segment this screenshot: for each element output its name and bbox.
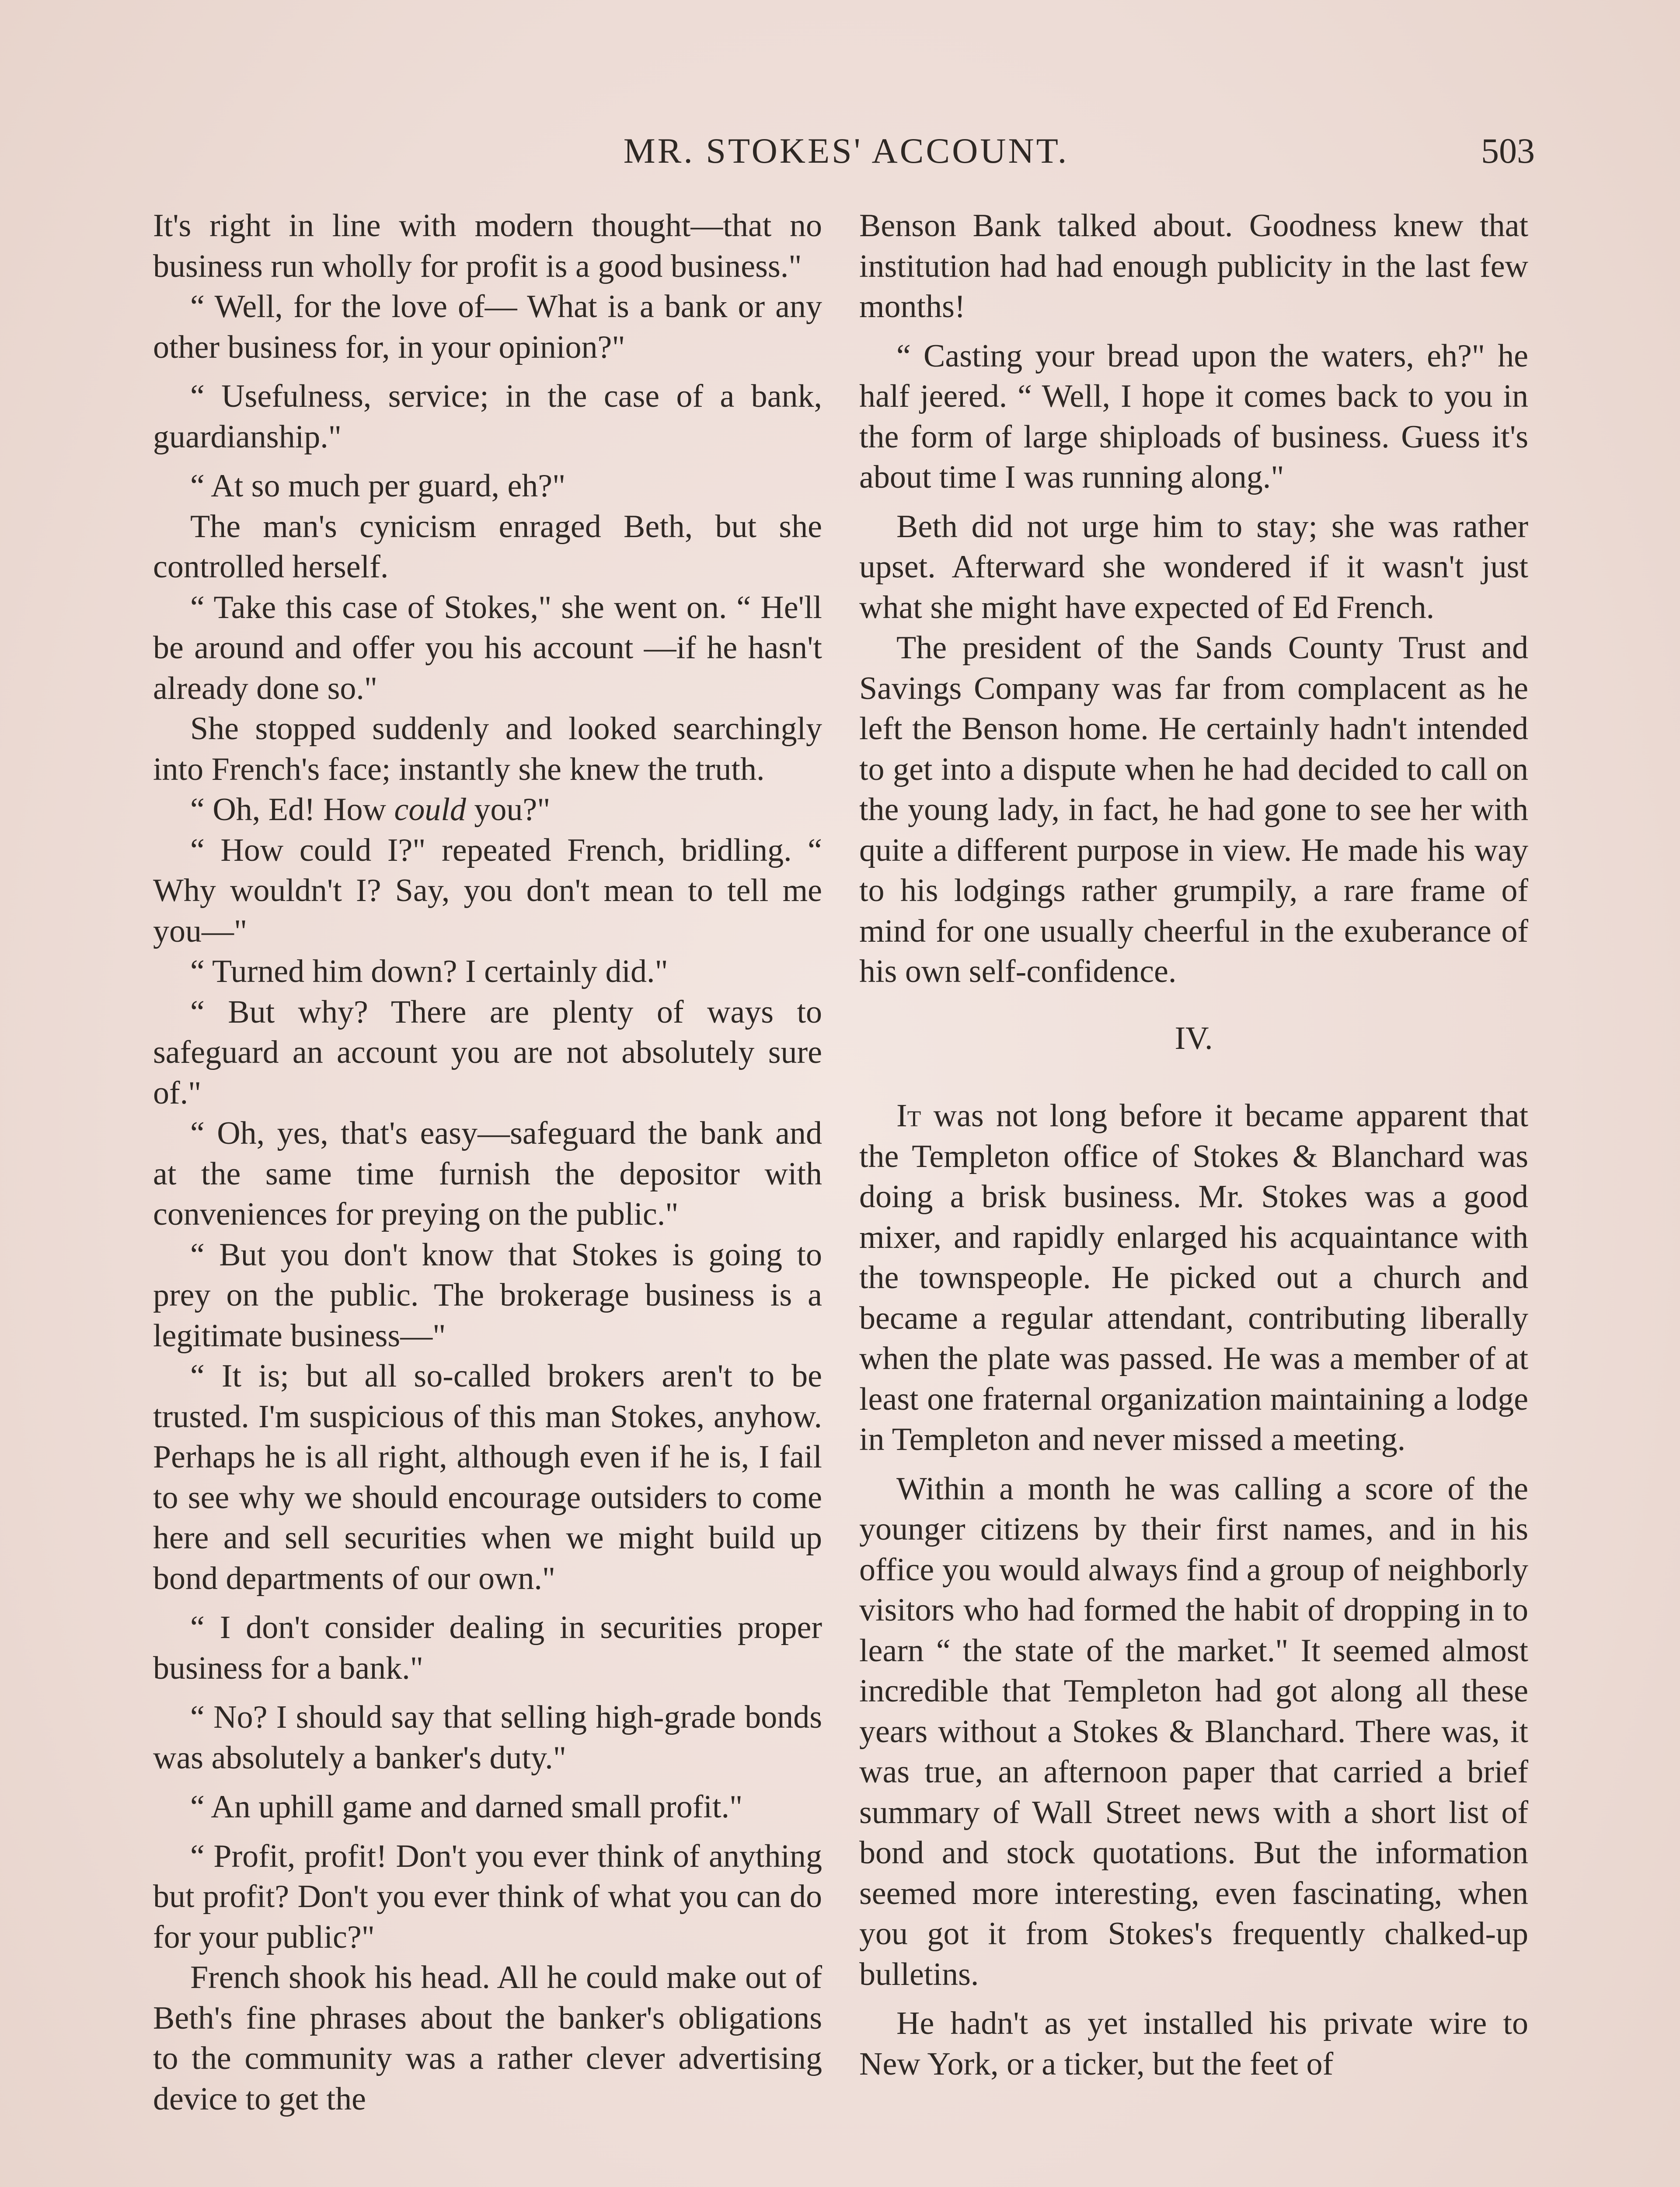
paragraph: “ Profit, profit! Don't you ever think of anything but profit? Don't you ever think of what you can do for your public?" — [153, 1838, 822, 1955]
right-column — [859, 206, 1528, 2084]
text-run: was not long before it became apparent that the Templeton office of Stokes & Blanchard was doing a brisk business. Mr. Stokes was a good mixer, and rapidly enlarged his acquaintance with the townspeople. He picked out a church and became a regular attendant, contributing liberally when the plate was passed. He was a member of at least one fraternal organization maintaining a lodge in Templeton and never missed a meeting. — [859, 1098, 1528, 1457]
paragraph: He hadn't as yet installed his private wire to New York, or a ticker, but the feet of — [859, 2005, 1528, 2082]
paragraph: The president of the Sands County Trust and Savings Company was far from complacent as he left the Benson home. He certainly hadn't intended to get into a dispute when he had decided to call on the young lady, in fact, he had gone to see her with quite a different purpose in view. He made his way to his lodgings rather grumpily, a rare frame of mind for one usually cheerful in the exuberance of his own self-confidence. — [859, 630, 1528, 989]
paragraph: French shook his head. All he could make out of Beth's fine phrases about the banker's obligations to the community was a rather clever advertising device to get the — [153, 1960, 822, 2117]
paragraph: Beth did not urge him to stay; she was rather upset. Afterward she wondered if it wasn't just what she might have expected of Ed French. — [859, 508, 1528, 625]
running-head: MR. STOKES' ACCOUNT. — [623, 131, 1069, 171]
paragraph: “ But you don't know that Stokes is going to prey on the public. The brokerage business is a legitimate business—" — [153, 1237, 822, 1354]
paragraph: “ Turned him down? I certainly did." — [190, 954, 668, 989]
text-run: you?" — [466, 792, 551, 828]
paragraph: “ I don't consider dealing in securities proper business for a bank." — [153, 1610, 822, 1686]
paragraph: “ Oh, yes, that's easy—safeguard the bank and at the same time furnish the depositor with conveniences for preying on the public." — [153, 1115, 822, 1232]
paragraph: Benson Bank talked about. Goodness knew that institution had had enough publicity in the last few months! — [859, 208, 1528, 325]
drop-cap-word: It — [896, 1098, 921, 1134]
paragraph: The man's cynicism enraged Beth, but she controlled herself. — [153, 508, 822, 585]
paragraph: “ Casting your bread upon the waters, eh?" he half jeered. “ Well, I hope it comes back to you in the form of large shiploads of business. Guess it's about time I was running along." — [859, 338, 1528, 495]
paragraph: “ No? I should say that selling high-grade bonds was absolutely a banker's duty." — [153, 1699, 822, 1776]
section-heading: IV. — [1175, 1020, 1213, 1056]
paragraph: “ Usefulness, service; in the case of a bank, guardianship." — [153, 378, 822, 455]
page-header — [157, 127, 1535, 179]
paragraph — [153, 790, 822, 830]
page-number: 503 — [1481, 131, 1535, 171]
paragraph: It's right in line with modern thought—that no business run wholly for profit is a good business." — [153, 208, 822, 284]
paragraph: “ How could I?" repeated French, bridling. “ Why wouldn't I? Say, you don't mean to tell me you—" — [153, 832, 822, 949]
paragraph: “ An uphill game and darned small profit." — [190, 1789, 743, 1825]
paragraph — [859, 1096, 1528, 1460]
paragraph: She stopped suddenly and looked searchingly into French's face; instantly she knew the truth. — [153, 711, 822, 787]
paragraph: Within a month he was calling a score of the younger citizens by their first names, and in his office you would always find a group of neighborly visitors who had formed the habit of dropping in to learn “ the state of the market." It seemed almost incredible that Templeton had got along all these years without a Stokes & Blanchard. There was, it was true, an afternoon paper that carried a brief summary of Wall Street news with a short list of bond and stock quotations. But the information seemed more interesting, even fascinating, when you got it from Stokes's frequently chalked-up bulletins. — [859, 1471, 1528, 1992]
paragraph: “ But why? There are plenty of ways to safeguard an account you are not absolutely sure of." — [153, 994, 822, 1111]
emphasis-text: could — [394, 792, 466, 828]
text-run: “ Oh, Ed! How — [190, 792, 394, 828]
paragraph: “ Take this case of Stokes," she went on. “ He'll be around and offer you his account —if he hasn't already done so." — [153, 589, 822, 706]
paragraph: “ Well, for the love of— What is a bank or any other business for, in your opinion?" — [153, 289, 822, 365]
paragraph: “ At so much per guard, eh?" — [190, 468, 566, 504]
left-column — [153, 206, 822, 2119]
paragraph: “ It is; but all so-called brokers aren't to be trusted. I'm suspicious of this man Stokes, anyhow. Perhaps he is all right, although even if he is, I fail to see why we should encourage outsiders to come here and sell securities when we might build up bond departments of our own." — [153, 1358, 822, 1597]
